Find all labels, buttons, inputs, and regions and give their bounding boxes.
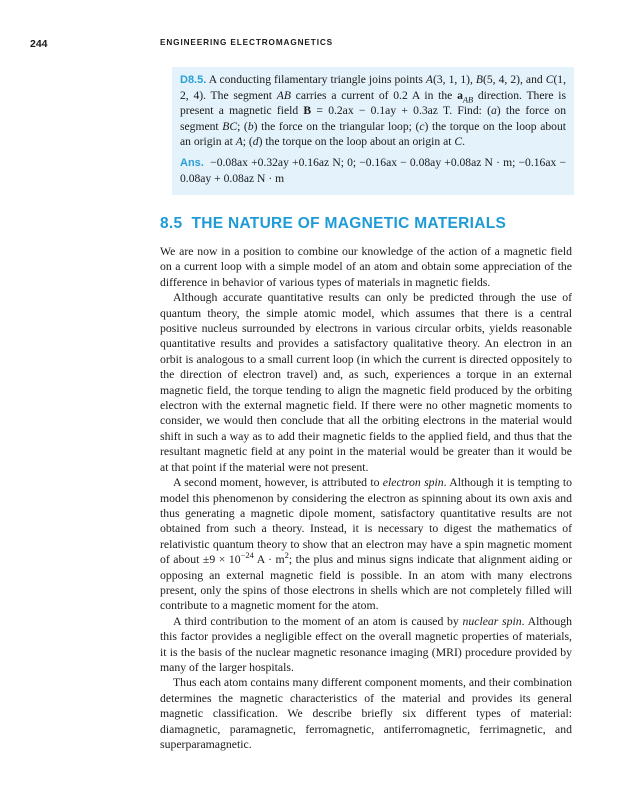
paragraph: Thus each atom contains many different component moments, and their combination determines the magnetic characteristics of the material and provides its general magnetic classification. We describe briefly six different types of material: diamagnetic, paramagnetic, ferromagnetic, antiferromagnetic, ferrimagnetic, and superparamagnetic. [160,676,572,751]
section-number: 8.5 [160,215,183,232]
drill-problem-text: A conducting filamentary triangle joins points A(3, 1, 1), B(5, 4, 2), and C(1, 2, 4). The segment AB carries a current of 0.2 A in the $a_{AB}$ direction. There is present a magnetic field B = 0.2ax − 0.1ay + 0.3az T. Find: (a) the force on segment BC; (b) the force on the triangular loop; (c) the torque on the loop about an origin at A; (d) the torque on the loop about an origin at C. [180,73,567,148]
paragraph: A third contribution to the moment of an atom is caused by nuclear spin. Although this factor provides a negligible effect on the overall magnetic properties of materials, it is the basis of the nuclear magnetic resonance imaging (MRI) procedure provided by many of the larger hospitals. [160,614,572,674]
drill-problem-box [172,67,574,195]
section-heading [160,215,506,233]
running-head: ENGINEERING ELECTROMAGNETICS [160,38,334,47]
drill-label: D8.5. [180,74,207,86]
page-header [0,38,627,54]
answer-text: −0.08ax +0.32ay +0.16az N; 0; −0.16ax − 0.08ay +0.08az N · m; −0.16ax − 0.08ay + 0.08az N · m [180,156,566,186]
paragraph: A second moment, however, is attributed to electron spin. Although it is tempting to model this phenomenon by considering the electron as spinning about its own axis and thus generating a magnetic dipole moment, satisfactory quantitative results are not obtained from such a theory. Instead, it is necessary to digest the mathematics of relativistic quantum theory to show that an electron may have a spin magnetic moment of about $\pm 9 \times 10^{-24}$ $A \cdot m^2$; the plus and minus signs indicate that alignment aiding or opposing an external magnetic field is possible. In an atom with many electrons present, only the spins of those electrons in shells which are not completely filled will contribute to a magnetic moment for the atom. [160,476,573,613]
drill-answer [180,155,566,186]
page-number: 244 [30,38,48,50]
paragraph: We are now in a position to combine our knowledge of the action of a magnetic field on a current loop with a simple model of an atom and obtain some appreciation of the difference in behavior of various types of materials in magnetic fields. [160,245,572,289]
body-text [160,244,572,752]
paragraph: Although accurate quantitative results can only be predicted through the use of quantum theory, the simple atomic model, which assumes that there is a central positive nucleus surrounded by electrons in various circular orbits, yields reasonable quantitative results and provides a satisfactory qualitative theory. An electron in an orbit is analogous to a small current loop (in which the current is directed oppositely to the direction of electron travel) and, as such, experiences a torque in an external magnetic field, the torque tending to align the magnetic field produced by the orbiting electron with the external magnetic field. If there were no other magnetic moments to consider, we would then conclude that all the orbiting electrons in the material would shift in such a way as to add their magnetic fields to the applied field, and thus that the resultant magnetic field at any point in the material would be greater than it would be at that point if the material were not present. [160,291,572,474]
answer-label: Ans. [180,157,204,170]
section-title: THE NATURE OF MAGNETIC MATERIALS [191,215,507,232]
drill-problem [180,72,566,149]
